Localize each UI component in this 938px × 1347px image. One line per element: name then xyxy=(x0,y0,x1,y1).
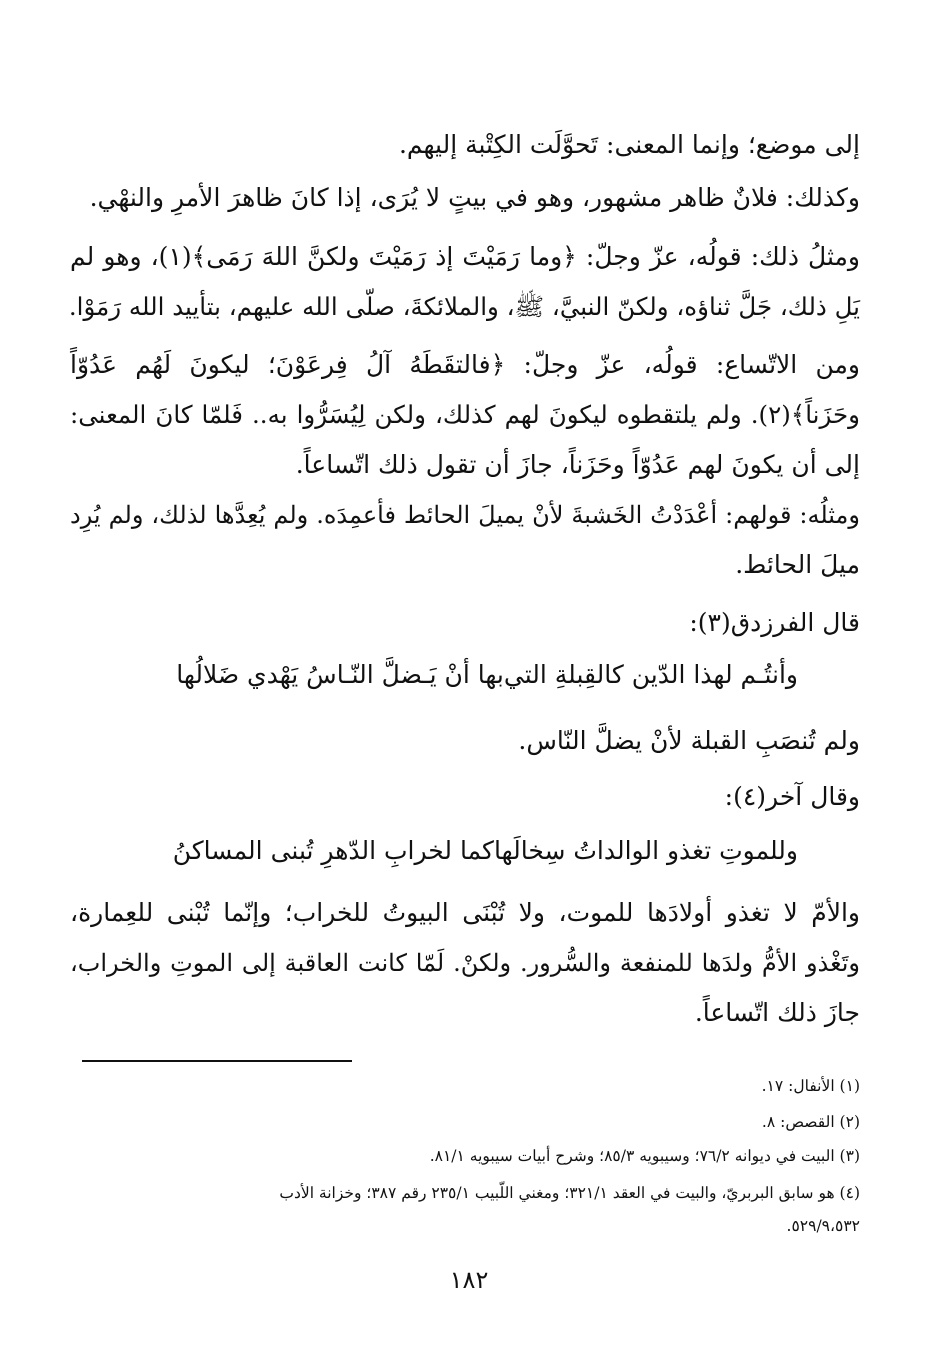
text-line: إلى موضع؛ وإنما المعنى: تَحوَّلَت الكِتْبة إليهم. xyxy=(398,130,860,159)
page-number: ١٨٢ xyxy=(449,1266,489,1294)
text-line: وتَغْذو الأمُّ ولدَها للمنفعة والسُّرور. ولكنْ. لَمّا كانت العاقبة إلى الموتِ والخراب، xyxy=(70,949,860,977)
footnote-3: (٣) البيت في ديوانه ٧٦/٢؛ وسيبويه ٨٥/٣؛ وشرح أبيات سيبويه ٨١/١. xyxy=(429,1147,860,1165)
paragraph-4 xyxy=(70,340,860,490)
text-line: جازَ ذلك اتّساعاً. xyxy=(694,998,860,1027)
text-line: ومثلُ ذلك: قولُه، عزّ وجلّ: ﴿وما رَمَيْتَ إذ رَمَيْتَ ولكنَّ اللهَ رَمَى﴾(١)، وهو لم xyxy=(70,242,860,271)
text-line: قال الفرزدق(٣): xyxy=(689,608,860,637)
verse-hemistich-second: بها أنْ يَـضلَّ النّـاسُ يَهْدي ضَلالُها xyxy=(176,660,504,689)
footnote-divider xyxy=(82,1060,352,1062)
text-line: وقال آخر(٤): xyxy=(724,782,860,811)
text-line: وكذلك: فلانٌ ظاهر مشهور، وهو في بيتٍ لا يُرَى، إذا كانَ ظاهرَ الأمرِ والنهْي. xyxy=(89,183,860,212)
verse-2 xyxy=(172,836,798,865)
footnote-1: (١) الأنفال: ١٧. xyxy=(761,1077,860,1095)
poet-intro-other xyxy=(70,772,860,822)
verse-hemistich-second: كما لخرابِ الدّهرِ تُبنى المساكنُ xyxy=(172,836,494,865)
paragraph-2 xyxy=(70,173,860,223)
verse-hemistich-first: وأنتُـم لهذا الدّين كالقِبلةِ التي xyxy=(503,660,798,689)
text-line: والأمّ لا تغذو أولادَها للموت، ولا تُبْنَى البيوتُ للخراب؛ وإنّما تُبْنى للعِمارة، xyxy=(70,898,860,927)
paragraph-5 xyxy=(70,490,860,590)
verse-1 xyxy=(178,660,798,689)
text-line: ومن الاتّساع: قولُه، عزّ وجلّ: ﴿فالتقَطَهُ آلُ فِرعَوْنَ؛ ليكونَ لَهُم عَدُوّاً xyxy=(70,350,860,379)
footnote-4-continued: ٥٢٩/٩،٥٣٢. xyxy=(786,1217,860,1235)
text-line: ميلَ الحائط. xyxy=(735,550,860,579)
footnote-2: (٢) القصص: ٨. xyxy=(761,1113,860,1131)
paragraph-7 xyxy=(70,888,860,1038)
paragraph-3 xyxy=(70,232,860,332)
footnote-4: (٤) هو سابق البربريّ، والبيت في العقد ٣٢١/١؛ ومغني اللّبيب ٢٣٥/١ رقم ٣٨٧؛ وخزانة الأدب xyxy=(279,1184,860,1202)
text-line: وحَزَناً﴾(٢). ولم يلتقطوه ليكونَ لهم كذلك، ولكن لِيُسَرُّوا به.. فَلمّا كانَ المعنى: xyxy=(70,400,860,429)
paragraph-1 xyxy=(70,120,860,170)
text-line: ولم تُنصَبِ القبلة لأنْ يضلَّ النّاس. xyxy=(518,726,860,755)
paragraph-6 xyxy=(70,716,860,766)
poet-intro-farazdaq xyxy=(70,598,860,648)
text-line: إلى أن يكونَ لهم عَدُوّاً وحَزَناً، جازَ أن تقول ذلك اتّساعاً. xyxy=(295,450,860,479)
verse-hemistich-first: وللموتِ تغذو الوالداتُ سِخالَها xyxy=(493,836,798,865)
text-line: يَلِ ذلك، جَلَّ ثناؤه، ولكنّ النبيَّ، ﷺ، والملائكةَ، صلّى الله عليهم، بتأييد الله رَمَوْا. xyxy=(68,292,860,321)
text-line: ومثلُه: قولهم: أعْدَدْتُ الخَشبةَ لأنْ يميلَ الحائط فأعمِدَه. ولم يُعِدَّها لذلك، ولم يُرِد xyxy=(70,501,860,529)
